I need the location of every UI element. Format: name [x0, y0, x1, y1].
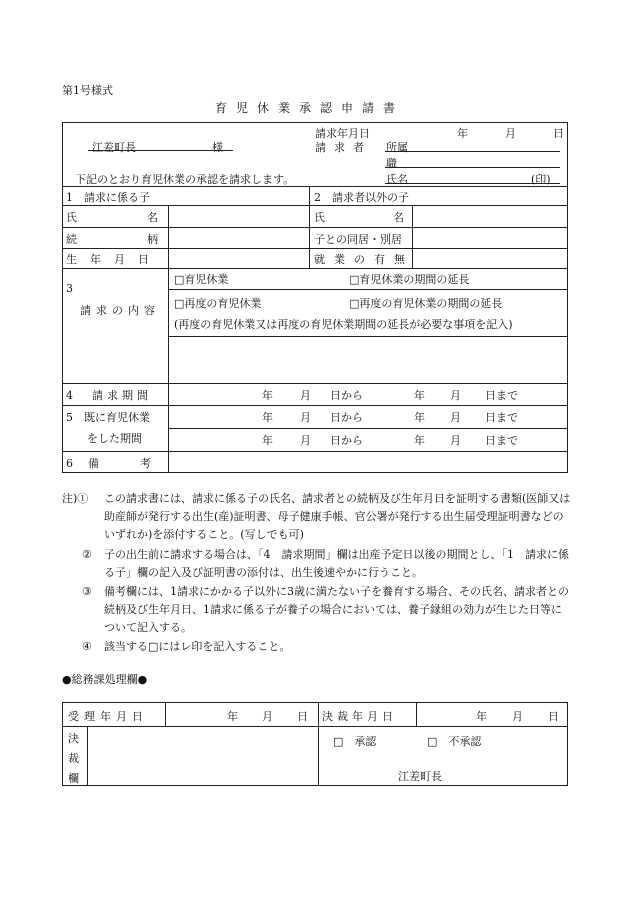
- from-year: 年: [262, 411, 273, 424]
- child-birth-label: 生年月日: [66, 253, 162, 266]
- note-3-text: 備考欄には、1請求にかかる子以外に3歳に満たない子を養育する場合、その氏名、請求者との続柄及び生年月日、1請求に係る子が養子の場合においては、養子縁組の効力が生じた日等について記入する。: [104, 585, 569, 634]
- section3-label: 請求の内容: [80, 304, 160, 317]
- note-2-mark: ②: [82, 548, 92, 561]
- name-label: 氏名: [386, 173, 408, 186]
- kessai-char-1: 決: [68, 732, 79, 745]
- requester-label: 請求者: [315, 141, 372, 154]
- section3-number: 3: [66, 282, 73, 295]
- to-month: 月: [450, 389, 461, 402]
- to-day: 日まで: [485, 434, 518, 447]
- note-2-text: 子の出生前に請求する場合は、「4 請求期間」欄は出産予定日以後の期間とし、「1 請求に係る子」欄の記入及び証明書の添付は、出生後速やかに行うこと。: [104, 548, 569, 579]
- employment-label: 就業の有無: [314, 253, 414, 266]
- note-3: [62, 583, 572, 637]
- kessai-char-3: 欄: [68, 772, 79, 785]
- from-day: 日から: [330, 434, 363, 447]
- request-year-label: 年: [457, 127, 468, 140]
- to-year: 年: [414, 411, 425, 424]
- to-year: 年: [414, 389, 425, 402]
- received-day: 日: [297, 710, 308, 723]
- option-childcare-leave[interactable]: □育児休業: [174, 273, 229, 286]
- position-label: 職: [386, 157, 397, 170]
- note-4: [62, 638, 572, 656]
- option-repeat-extension[interactable]: □再度の育児休業の期間の延長: [349, 297, 503, 310]
- from-day: 日から: [330, 411, 363, 424]
- child-name-label: 氏 名: [66, 211, 158, 224]
- from-year: 年: [262, 389, 273, 402]
- note-1-text: この請求書には、請求に係る子の氏名、請求者との続柄及び生年月日を証明する書類(医師又は助産師が発行する出生(産)証明書、母子健康手帳、官公署が発行する出生届受理証明書などのいずれか)を添付すること。(写しでも可): [104, 492, 571, 541]
- note-3-mark: ③: [82, 585, 92, 598]
- form-number: 第1号様式: [62, 84, 113, 97]
- decided-year: 年: [476, 710, 487, 723]
- note-1-mark: 注)①: [62, 492, 89, 505]
- from-month: 月: [300, 434, 311, 447]
- decided-month: 月: [512, 710, 523, 723]
- seal-mark: (印): [531, 173, 551, 186]
- from-day: 日から: [330, 389, 363, 402]
- note-4-text: 該当する□にはレ印を記入すること。: [104, 640, 291, 653]
- request-date-label: 請求年月日: [315, 127, 370, 140]
- statement: 下記のとおり育児休業の承認を請求します。: [75, 173, 295, 186]
- received-month: 月: [262, 710, 273, 723]
- section4-label: 4 請求期間: [66, 389, 152, 402]
- section1-title: 1 請求に係る子: [66, 191, 150, 204]
- section2-title: 2 請求者以外の子: [314, 191, 409, 204]
- request-day-label: 日: [553, 127, 564, 140]
- addressee-honorific: 様: [212, 141, 223, 154]
- other-child-name-label: 氏 名: [314, 211, 404, 224]
- to-month: 月: [450, 434, 461, 447]
- received-date-label: 受理年月日: [68, 710, 148, 723]
- addressee: 江差町長: [92, 141, 136, 154]
- section3-note: (再度の育児休業又は再度の育児休業期間の延長が必要な事項を記入): [174, 318, 513, 331]
- note-1: [62, 490, 572, 544]
- request-month-label: 月: [505, 127, 516, 140]
- to-day: 日まで: [485, 411, 518, 424]
- option-repeat-leave[interactable]: □再度の育児休業: [174, 297, 262, 310]
- section5-label-1: 5 既に育児休業: [66, 411, 150, 424]
- received-year: 年: [227, 710, 238, 723]
- to-year: 年: [414, 434, 425, 447]
- note-4-mark: ④: [82, 640, 92, 653]
- kessai-char-2: 裁: [68, 752, 79, 765]
- to-month: 月: [450, 411, 461, 424]
- disapprove-checkbox[interactable]: □ 不承認: [427, 735, 482, 748]
- signer: 江差町長: [398, 770, 442, 783]
- section6-label: 6 備 考: [66, 457, 153, 470]
- from-month: 月: [300, 389, 311, 402]
- section5-label-2: をした期間: [87, 432, 142, 445]
- to-day: 日まで: [485, 389, 518, 402]
- approve-checkbox[interactable]: □ 承認: [333, 735, 377, 748]
- note-2: [62, 546, 572, 582]
- cohabit-label: 子との同居・別居: [314, 233, 402, 246]
- option-leave-extension[interactable]: □育児休業の期間の延長: [349, 273, 470, 286]
- from-year: 年: [262, 434, 273, 447]
- admin-heading: ●総務課処理欄●: [62, 673, 148, 686]
- decided-day: 日: [548, 710, 559, 723]
- from-month: 月: [300, 411, 311, 424]
- page-title: 育児休業承認申請書: [215, 101, 405, 115]
- affiliation-label: 所属: [386, 141, 408, 154]
- child-relation-label: 続 柄: [66, 233, 158, 246]
- decided-date-label: 決裁年月日: [322, 710, 397, 723]
